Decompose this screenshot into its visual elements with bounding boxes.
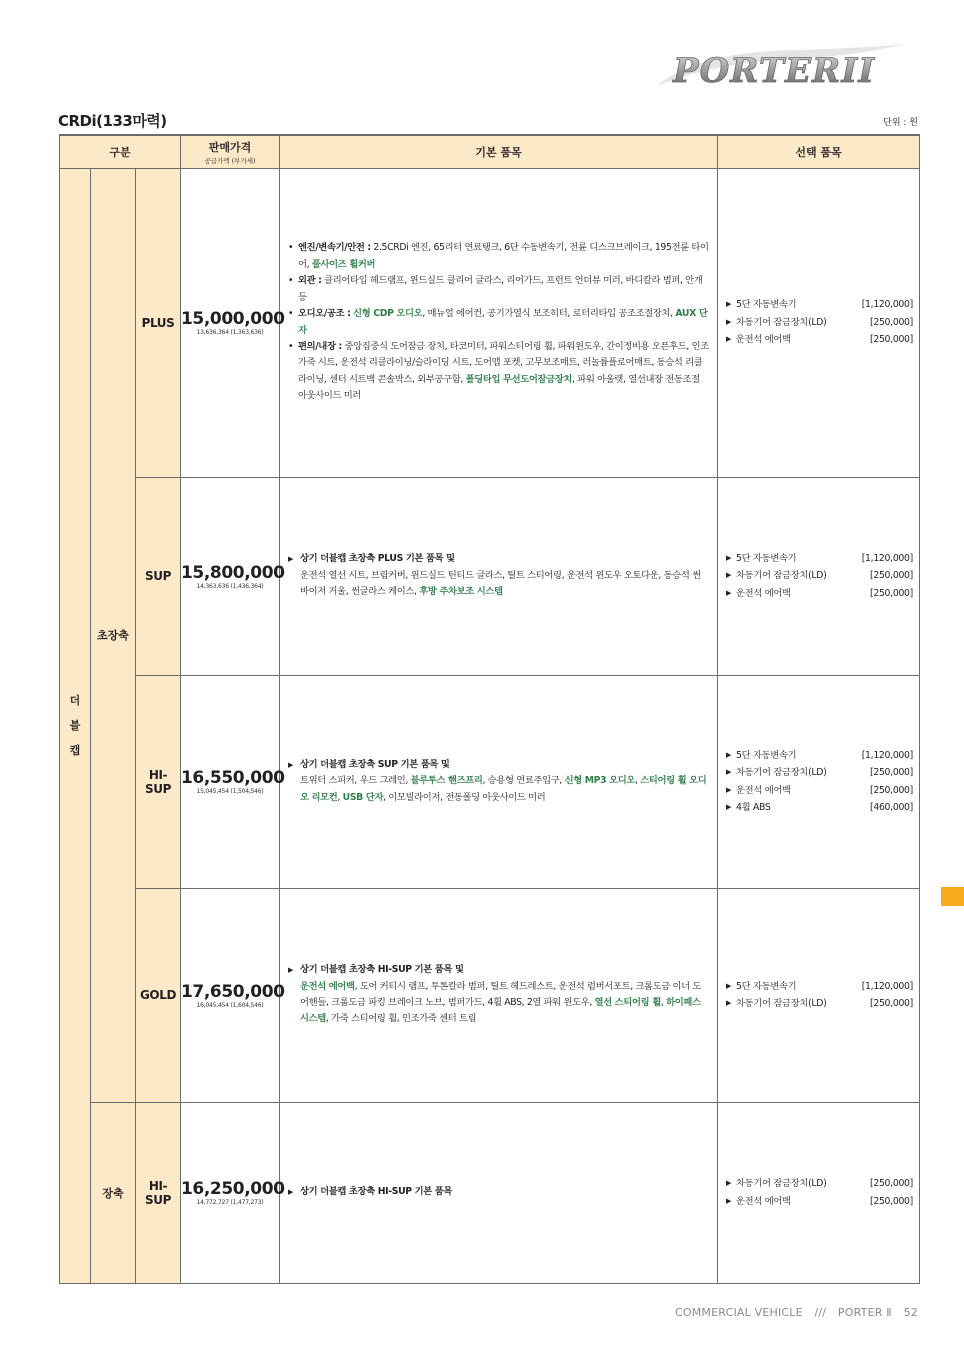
- dot-bullet-icon: •: [288, 308, 294, 320]
- option-price: [250,000]: [870, 998, 913, 1009]
- highlighted-feature: 운전석 에어백: [300, 980, 355, 992]
- price-cell: [181, 1102, 285, 1283]
- table-row: [60, 168, 920, 477]
- option-name-text: 차동기어 잠금장치(LD): [736, 1178, 827, 1189]
- feature-text: , 매뉴얼 에어컨, 공기가열식 보조히터, 로터리타입 공조조절장치,: [422, 308, 676, 320]
- option-name: [726, 585, 791, 603]
- option-item: [726, 764, 913, 782]
- option-items-cell: [718, 477, 920, 675]
- option-name: [726, 296, 796, 314]
- option-name: [726, 799, 771, 817]
- footer-model: PORTER Ⅱ: [837, 1306, 892, 1319]
- supply-price: 14,772,727 (1,477,273): [196, 1199, 264, 1206]
- highlighted-feature: 풀사이즈 휠커버: [311, 258, 376, 270]
- highlighted-feature: 하이패스 시스템: [300, 997, 701, 1025]
- option-price: [1,120,000]: [861, 299, 913, 311]
- basic-item: [288, 306, 709, 339]
- axle-super-long: 초장축: [91, 168, 136, 1102]
- highlighted-feature: 블루투스 핸즈프리: [410, 775, 483, 787]
- option-name-text: 운전석 에어백: [736, 784, 791, 796]
- feature-text: 2.5CRDi 엔진, 65리터 연료탱크, 6단 수동변속기, 전륜 디스크브레이크, 195전륜 타이어,: [298, 242, 709, 270]
- option-name: [726, 978, 796, 996]
- header-price: 판매가격 공급가액 (부가세): [181, 135, 280, 168]
- porter-logo-graphic: [655, 42, 921, 88]
- option-price: [250,000]: [870, 316, 913, 328]
- basic-item: [288, 757, 709, 806]
- basic-item: [288, 1184, 709, 1200]
- option-item: [726, 314, 913, 332]
- basic-item: [288, 273, 709, 306]
- feature-text: ,: [337, 791, 343, 803]
- supply-price: 16,045,454 (1,604,546): [196, 1001, 264, 1009]
- highlighted-feature: 후방 주차보조 시스템: [419, 586, 503, 598]
- table-row: [60, 888, 920, 1102]
- option-name-text: 운전석 에어백: [736, 334, 791, 346]
- basic-item: [288, 962, 709, 1028]
- triangle-bullet-icon: ▶: [726, 999, 732, 1007]
- table-row: [60, 675, 920, 888]
- option-items-cell: [718, 1102, 920, 1283]
- header-category: 구분: [60, 135, 181, 168]
- section-title: CRDi(133마력): [58, 112, 167, 130]
- option-item: [726, 550, 913, 568]
- feature-text: 클리어타입 헤드램프, 윈드실드 클리어 글라스, 리어가드, 프런트 언더뷰 미러, 바디칼라 범퍼, 안개등: [298, 275, 703, 303]
- basic-item-label: 상기 더블캡 초장축 HI-SUP 기본 품목 및: [300, 964, 464, 976]
- page-number: 52: [903, 1306, 918, 1319]
- price-cell: [181, 477, 285, 675]
- logo-wordmark: PORTERII: [673, 51, 876, 88]
- supply-price: 14,363,636 (1,436,364): [196, 582, 264, 590]
- triangle-bullet-icon: ▶: [726, 588, 732, 597]
- option-item: [726, 585, 913, 603]
- option-name-text: 5단 자동변속기: [736, 749, 797, 761]
- option-price: [250,000]: [870, 570, 913, 582]
- option-item: [726, 1193, 913, 1211]
- triangle-bullet-icon: ▶: [726, 785, 732, 794]
- feature-text: , 도어 커티시 램프, 투톤칼라 범퍼, 틸트 헤드레스트, 운전석 럼버서포트, 크롬도금 이너 도어핸들, 크롬도금 파킹 브레이크 노브, 범퍼가드, 4휠 ABS, 2열 파워 윈도우,: [300, 980, 702, 1008]
- header-price-sub: 공급가액 (부가세): [204, 156, 256, 165]
- triangle-bullet-icon: ▶: [726, 750, 732, 759]
- cab-type-cell: [60, 168, 91, 1283]
- feature-text: 운전석 열선 시트, 브림커버, 윈드실드 틴티드 글라스, 틸트 스티어링, 운전석 윈도우 오토다운, 동승석 썬바이저 거울, 썬글라스 케이스,: [300, 569, 701, 598]
- option-price: [250,000]: [870, 334, 913, 346]
- feature-text: , 승용형 연료주입구,: [482, 775, 565, 787]
- option-name: [726, 1175, 827, 1193]
- option-name-text: 5단 자동변속기: [736, 552, 797, 564]
- option-items-cell: [718, 168, 920, 477]
- option-name: [726, 314, 827, 332]
- option-name: [726, 331, 791, 349]
- option-name-text: 5단 자동변속기: [736, 299, 797, 311]
- basic-item-label: 오디오/공조 :: [298, 308, 351, 320]
- option-price: [250,000]: [870, 767, 913, 778]
- sale-price: 16,250,000: [181, 1179, 285, 1199]
- triangle-bullet-icon: ▶: [288, 966, 294, 975]
- sale-price: 17,650,000: [181, 981, 285, 1002]
- table-header-row: [60, 135, 920, 168]
- cab-type-char: 블: [69, 719, 81, 732]
- option-name-text: 5단 자동변속기: [736, 980, 797, 992]
- option-name: [726, 1193, 791, 1211]
- basic-items-cell: [280, 477, 718, 675]
- basic-items-cell: [280, 888, 718, 1102]
- option-name-text: 운전석 에어백: [736, 1195, 791, 1207]
- trim-name: HI-SUP: [136, 1102, 181, 1283]
- axle-long: 장축: [91, 1102, 136, 1283]
- triangle-bullet-icon: ▶: [726, 1179, 732, 1187]
- cab-type-char: 캡: [69, 744, 81, 757]
- highlighted-feature: 신형 MP3 오디오: [564, 775, 636, 787]
- option-name: [726, 995, 827, 1013]
- option-item: [726, 567, 913, 585]
- option-name: [726, 747, 796, 765]
- option-item: [726, 331, 913, 349]
- unit-label: 단위 : 원: [883, 118, 918, 128]
- option-name: [726, 567, 827, 585]
- triangle-bullet-icon: ▶: [726, 803, 732, 811]
- option-name-text: 차동기어 잠금장치(LD): [736, 767, 827, 778]
- section-tab-marker: [941, 887, 964, 906]
- option-name: [726, 782, 791, 800]
- basic-item-label: 상기 더블캡 초장축 PLUS 기본 품목 및: [300, 553, 455, 565]
- option-item: [726, 747, 913, 765]
- option-item: [726, 995, 913, 1013]
- highlighted-feature: 열선 스티어링 휠: [594, 997, 661, 1008]
- feature-text: ,: [660, 997, 667, 1008]
- triangle-bullet-icon: ▶: [288, 1188, 294, 1197]
- option-items-cell: [718, 675, 920, 888]
- basic-item-label: 외관 :: [298, 275, 322, 287]
- supply-price: 15,045,454 (1,504,546): [196, 788, 264, 795]
- table-row: [60, 477, 920, 675]
- highlighted-feature: 스티어링 휠 오디오 리모컨: [300, 775, 707, 803]
- footer-separator: ///: [814, 1306, 827, 1319]
- triangle-bullet-icon: ▶: [288, 555, 294, 564]
- triangle-bullet-icon: ▶: [726, 553, 732, 562]
- option-price: [250,000]: [870, 784, 913, 796]
- cab-type-char: 더: [69, 694, 81, 707]
- supply-price: 13,636,364 (1,363,636): [196, 329, 264, 336]
- price-cell: [181, 888, 285, 1102]
- basic-item-label: 상기 더블캡 초장축 SUP 기본 품목 및: [300, 758, 450, 770]
- basic-item: [288, 240, 709, 273]
- option-name-text: 차동기어 잠금장치(LD): [736, 570, 827, 582]
- feature-text: 트위터 스피커, 우드 그레인,: [300, 775, 411, 787]
- sale-price: 16,550,000: [181, 768, 285, 788]
- option-name: [726, 550, 796, 568]
- feature-text: ,: [635, 775, 641, 787]
- triangle-bullet-icon: ▶: [726, 300, 732, 309]
- dot-bullet-icon: •: [288, 340, 294, 352]
- option-name-text: 차동기어 잠금장치(LD): [736, 998, 827, 1009]
- basic-item-label: 상기 더블캡 초장축 HI-SUP 기본 품목: [300, 1186, 453, 1198]
- option-price: [460,000]: [870, 802, 913, 813]
- triangle-bullet-icon: ▶: [726, 317, 732, 326]
- trim-name: HI-SUP: [136, 675, 181, 888]
- feature-text: , 가죽 스티어링 휠, 인조가죽 센터 트림: [325, 1013, 477, 1025]
- basic-item-label: 편의/내장 :: [298, 340, 342, 352]
- sale-price: 15,800,000: [181, 562, 285, 583]
- highlighted-feature: AUX 단자: [298, 308, 708, 336]
- dot-bullet-icon: •: [288, 275, 294, 287]
- option-item: [726, 978, 913, 996]
- basic-item-label: 엔진/변속기/안전 :: [298, 242, 371, 254]
- footer-category: COMMERCIAL VEHICLE: [675, 1306, 803, 1319]
- price-cell: [181, 168, 285, 477]
- option-price: [250,000]: [870, 1195, 913, 1207]
- trim-name: PLUS: [136, 168, 181, 477]
- porter-logo: [655, 42, 921, 88]
- triangle-bullet-icon: ▶: [288, 760, 294, 769]
- highlighted-feature: 신형 CDP 오디오: [353, 308, 423, 320]
- option-item: [726, 782, 913, 800]
- option-name-text: 4휠 ABS: [736, 802, 771, 813]
- option-item: [726, 1175, 913, 1193]
- triangle-bullet-icon: ▶: [726, 571, 732, 580]
- option-price: [1,120,000]: [861, 980, 913, 992]
- triangle-bullet-icon: ▶: [726, 335, 732, 344]
- basic-items-cell: [280, 675, 718, 888]
- trim-name: SUP: [136, 477, 181, 675]
- triangle-bullet-icon: ▶: [726, 1196, 732, 1205]
- option-price: [250,000]: [870, 587, 913, 599]
- basic-items-cell: [280, 168, 718, 477]
- highlighted-feature: USB 단자: [342, 791, 384, 803]
- option-item: [726, 296, 913, 314]
- triangle-bullet-icon: ▶: [726, 768, 732, 776]
- price-cell: [181, 675, 285, 888]
- basic-item: [288, 551, 709, 600]
- option-price: [1,120,000]: [861, 749, 913, 761]
- option-name-text: 차동기어 잠금장치(LD): [736, 316, 827, 328]
- header-options: 선택 품목: [718, 135, 920, 168]
- sale-price: 15,000,000: [181, 309, 285, 329]
- table-body: [60, 168, 920, 1283]
- option-name-text: 운전석 에어백: [736, 587, 791, 599]
- feature-text: 중앙집중식 도어잠금 장치, 타코미터, 파워스티어링 휠, 파워윈도우, 간이정비용 오픈후드, 인조가죽 시트, 운전석 리클라이닝/슬라이딩 시트, 도어맵 포켓, 고무보조매트, 러놀륨플로어매트, 동승석 리클라이닝, 센터 시트백 콘솔박스, 외부공구함,: [298, 340, 709, 385]
- basic-items-cell: [280, 1102, 718, 1283]
- feature-text: , 파워 아울렛, 열선내장 전동조절 아웃사이드 미러: [298, 373, 700, 402]
- option-price: [250,000]: [870, 1178, 913, 1189]
- page-footer: [667, 1306, 918, 1319]
- table-row: [60, 1102, 920, 1283]
- highlighted-feature: 폴딩타입 무선도어잠금장치: [465, 373, 573, 385]
- header-basic: 기본 품목: [280, 135, 718, 168]
- option-items-cell: [718, 888, 920, 1102]
- triangle-bullet-icon: ▶: [726, 981, 732, 990]
- price-table: [59, 134, 920, 1284]
- trim-name: GOLD: [136, 888, 181, 1102]
- basic-item: [288, 339, 709, 405]
- feature-text: , 이모빌라이저, 전동폴딩 아웃사이드 미러: [383, 791, 546, 803]
- option-price: [1,120,000]: [861, 552, 913, 564]
- option-item: [726, 799, 913, 817]
- dot-bullet-icon: •: [288, 242, 294, 254]
- option-name: [726, 764, 827, 782]
